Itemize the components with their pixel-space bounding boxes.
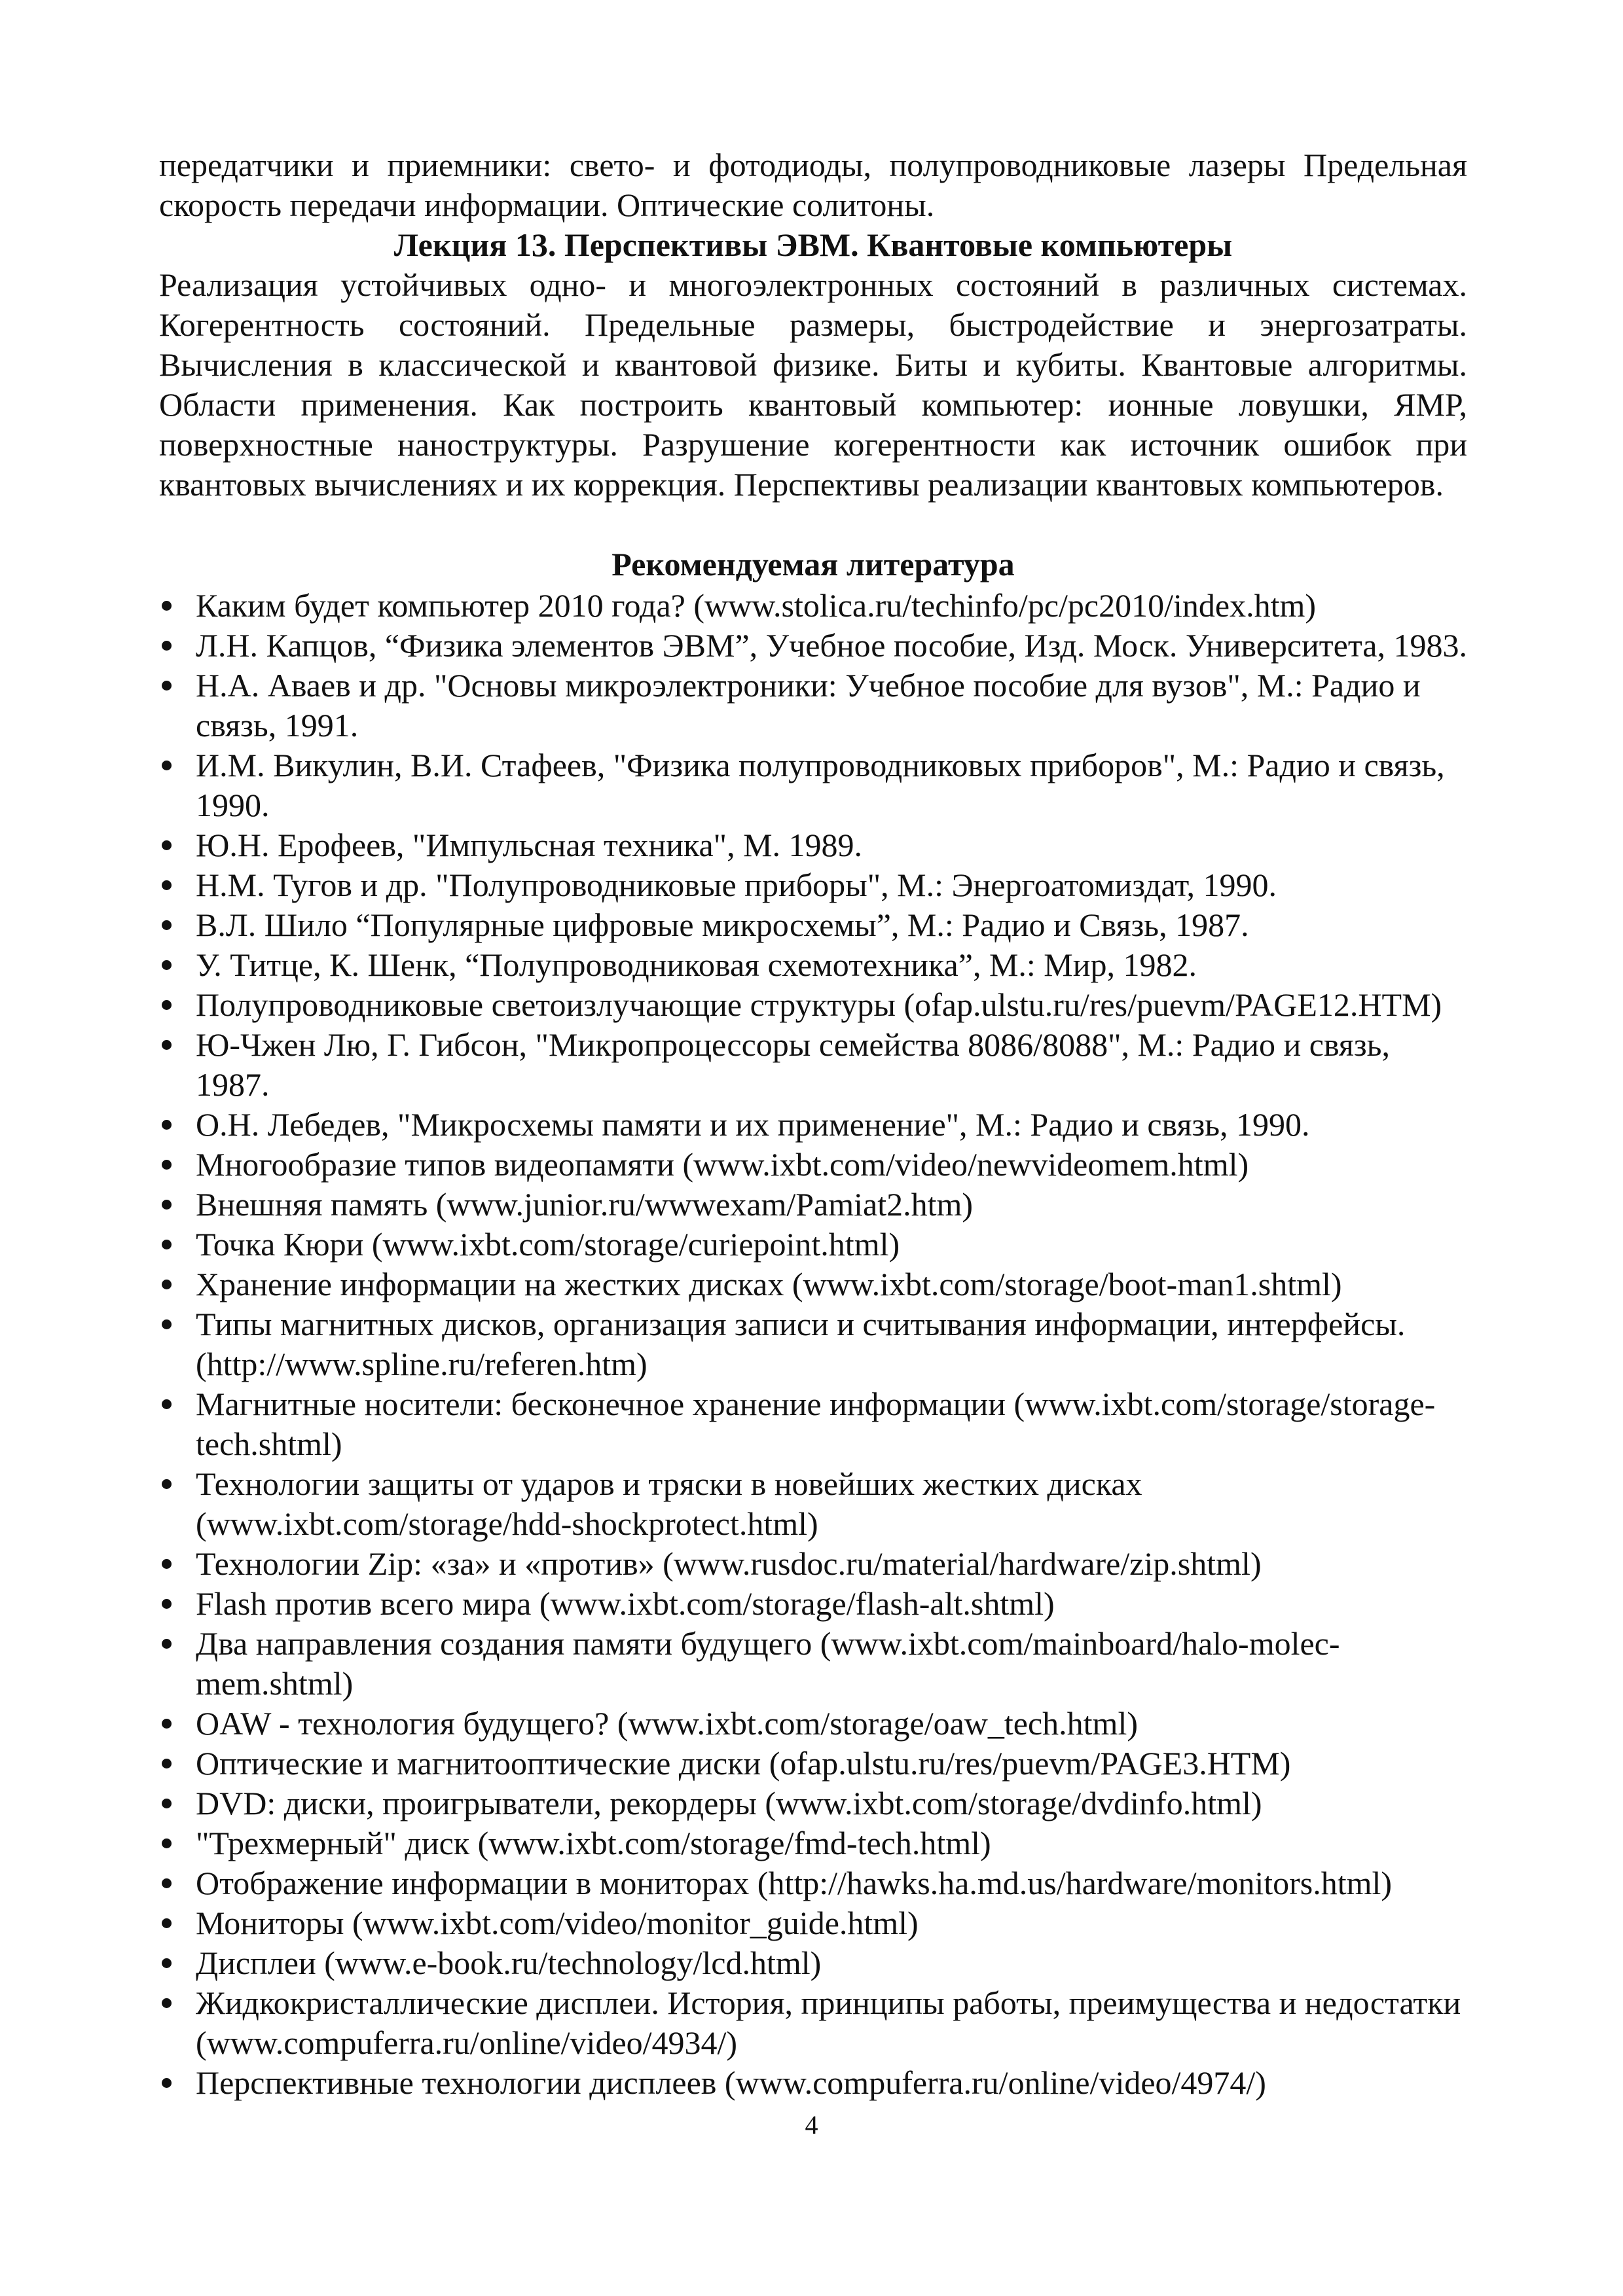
literature-item [159, 1823, 1467, 1863]
literature-item [159, 945, 1467, 985]
literature-item-text: Многообразие типов видеопамяти (www.ixbt.com/video/newvideomem.html) [196, 1146, 1249, 1183]
literature-item-text: Отображение информации в мониторах (http://hawks.ha.md.us/hardware/monitors.html) [196, 1865, 1393, 1901]
lecture-paragraph: Реализация устойчивых одно- и многоэлектронных состояний в различных системах. Когерентность состояний. Предельные размеры, быстродействие и энергозатраты. Вычисления в классической и квантовой физике. Биты и кубиты. Квантовые алгоритмы. Области применения. Как построить квантовый компьютер: ионные ловушки, ЯМР, поверхностные наноструктуры. Разрушение когерентности как источник ошибок при квантовых вычислениях и их коррекция. Перспективы реализации квантовых компьютеров. [159, 266, 1467, 503]
literature-item-text: Полупроводниковые светоизлучающие структуры (ofap.ulstu.ru/res/puevm/PAGE12.HTM) [196, 986, 1442, 1023]
literature-item-text: Технологии защиты от ударов и тряски в новейших жестких дисках (www.ixbt.com/storage/hdd-shockprotect.html) [196, 1465, 1142, 1542]
literature-item-text: Ю.Н. Ерофеев, "Импульсная техника", М. 1989. [196, 827, 863, 863]
literature-item [159, 2063, 1467, 2103]
literature-item-text: Дисплеи (www.e-book.ru/technology/lcd.html) [196, 1945, 822, 1981]
literature-item-text: Типы магнитных дисков, организация записи и считывания информации, интерфейсы. (http://www.spline.ru/referen.htm) [196, 1306, 1406, 1382]
literature-item [159, 1304, 1467, 1384]
lecture-title: Лекция 13. Перспективы ЭВМ. Квантовые компьютеры [393, 226, 1233, 263]
literature-item [159, 1584, 1467, 1624]
bullet-icon [162, 1399, 172, 1409]
intro-paragraph: передатчики и приемники: свето- и фотодиоды, полупроводниковые лазеры Предельная скорость передачи информации. Оптические солитоны. [159, 147, 1467, 223]
literature-item [159, 1704, 1467, 1744]
bullet-icon [162, 1878, 172, 1888]
literature-item-text: Ю-Чжен Лю, Г. Гибсон, "Микропроцессоры семейства 8086/8088", М.: Радио и связь, 1987. [196, 1026, 1390, 1103]
bullet-icon [162, 1719, 172, 1729]
bullet-icon [162, 920, 172, 930]
page-number: 4 [805, 2110, 818, 2140]
bullet-icon [162, 1319, 172, 1329]
bullet-icon [162, 1280, 172, 1289]
literature-item [159, 1225, 1467, 1265]
bullet-icon [162, 1639, 172, 1649]
literature-item [159, 1185, 1467, 1225]
bullet-icon [162, 1759, 172, 1768]
literature-item-text: OAW - технология будущего? (www.ixbt.com/storage/oaw_tech.html) [196, 1705, 1138, 1742]
literature-title: Рекомендуемая литература [611, 546, 1015, 583]
literature-item-text: Хранение информации на жестких дисках (www.ixbt.com/storage/boot-man1.shtml) [196, 1266, 1342, 1302]
literature-item-text: Flash против всего мира (www.ixbt.com/storage/flash-alt.shtml) [196, 1585, 1055, 1622]
literature-item-text: Технологии Zip: «за» и «против» (www.rusdoc.ru/material/hardware/zip.shtml) [196, 1545, 1262, 1582]
literature-item-text: Точка Кюри (www.ixbt.com/storage/curiepoint.html) [196, 1226, 900, 1263]
bullet-icon [162, 1599, 172, 1609]
literature-item [159, 1784, 1467, 1823]
literature-item-text: Жидкокристаллические дисплеи. История, принципы работы, преимущества и недостатки (www.compuferra.ru/online/video/4934/) [196, 1984, 1461, 2061]
bullet-icon [162, 1240, 172, 1249]
section-spacer [159, 505, 1467, 545]
literature-item [159, 1544, 1467, 1584]
literature-item-text: В.Л. Шило “Популярные цифровые микросхемы”, М.: Радио и Связь, 1987. [196, 906, 1249, 943]
literature-item [159, 1624, 1467, 1704]
bullet-icon [162, 1000, 172, 1010]
literature-item [159, 825, 1467, 865]
literature-item-text: Два направления создания памяти будущего (www.ixbt.com/mainboard/halo-molec-mem.shtml) [196, 1625, 1340, 1702]
literature-item-text: Перспективные технологии дисплеев (www.compuferra.ru/online/video/4974/) [196, 2064, 1266, 2101]
literature-item-text: Каким будет компьютер 2010 года? (www.stolica.ru/techinfo/pc/pc2010/index.htm) [196, 587, 1317, 624]
literature-item [159, 1983, 1467, 2063]
bullet-icon [162, 2078, 172, 2088]
bullet-icon [162, 641, 172, 651]
literature-item-text: О.Н. Лебедев, "Микросхемы памяти и их применение", М.: Радио и связь, 1990. [196, 1106, 1310, 1143]
bullet-icon [162, 761, 172, 770]
literature-item [159, 1943, 1467, 1983]
bullet-icon [162, 960, 172, 970]
literature-item-text: Магнитные носители: бесконечное хранение информации (www.ixbt.com/storage/storage-tech.shtml) [196, 1386, 1436, 1462]
bullet-icon [162, 1040, 172, 1050]
literature-item [159, 1265, 1467, 1304]
literature-item [159, 1145, 1467, 1185]
literature-item-text: Мониторы (www.ixbt.com/video/monitor_guide.html) [196, 1905, 919, 1941]
literature-item-text: Н.А. Аваев и др. "Основы микроэлектроники: Учебное пособие для вузов", М.: Радио и связь, 1991. [196, 667, 1421, 744]
bullet-icon [162, 1918, 172, 1928]
literature-item [159, 1105, 1467, 1145]
bullet-icon [162, 840, 172, 850]
literature-item [159, 1863, 1467, 1903]
bullet-icon [162, 1799, 172, 1808]
literature-item [159, 1903, 1467, 1943]
bullet-icon [162, 1559, 172, 1569]
bullet-icon [162, 1120, 172, 1130]
literature-list [159, 586, 1467, 2103]
literature-item [159, 586, 1467, 626]
bullet-icon [162, 880, 172, 890]
literature-item-text: Л.Н. Капцов, “Физика элементов ЭВМ”, Учебное пособие, Изд. Моск. Университета, 1983. [196, 627, 1467, 664]
bullet-icon [162, 681, 172, 691]
bullet-icon [162, 601, 172, 611]
bullet-icon [162, 1998, 172, 2008]
bullet-icon [162, 1958, 172, 1968]
literature-item [159, 865, 1467, 905]
literature-item-text: DVD: диски, проигрыватели, рекордеры (www.ixbt.com/storage/dvdinfo.html) [196, 1785, 1262, 1821]
literature-item-text: Н.М. Тугов и др. "Полупроводниковые приборы", М.: Энергоатомиздат, 1990. [196, 867, 1277, 903]
bullet-icon [162, 1839, 172, 1848]
literature-item [159, 1744, 1467, 1784]
bullet-icon [162, 1160, 172, 1170]
literature-item-text: Внешняя память (www.junior.ru/wwwexam/Pamiat2.htm) [196, 1186, 974, 1223]
literature-item [159, 745, 1467, 825]
bullet-icon [162, 1479, 172, 1489]
literature-item [159, 666, 1467, 745]
literature-item [159, 1464, 1467, 1544]
literature-item [159, 1384, 1467, 1464]
literature-item [159, 1025, 1467, 1105]
bullet-icon [162, 1200, 172, 1210]
literature-item-text: И.М. Викулин, В.И. Стафеев, "Физика полупроводниковых приборов", М.: Радио и связь, 1990. [196, 747, 1445, 823]
literature-item [159, 626, 1467, 666]
literature-item-text: У. Титце, К. Шенк, “Полупроводниковая схемотехника”, М.: Мир, 1982. [196, 946, 1197, 983]
literature-item-text: Оптические и магнитооптические диски (ofap.ulstu.ru/res/puevm/PAGE3.HTM) [196, 1745, 1291, 1782]
literature-item-text: "Трехмерный" диск (www.ixbt.com/storage/fmd-tech.html) [196, 1825, 991, 1861]
literature-item [159, 985, 1467, 1025]
page-body [159, 145, 1467, 2103]
literature-item [159, 905, 1467, 945]
